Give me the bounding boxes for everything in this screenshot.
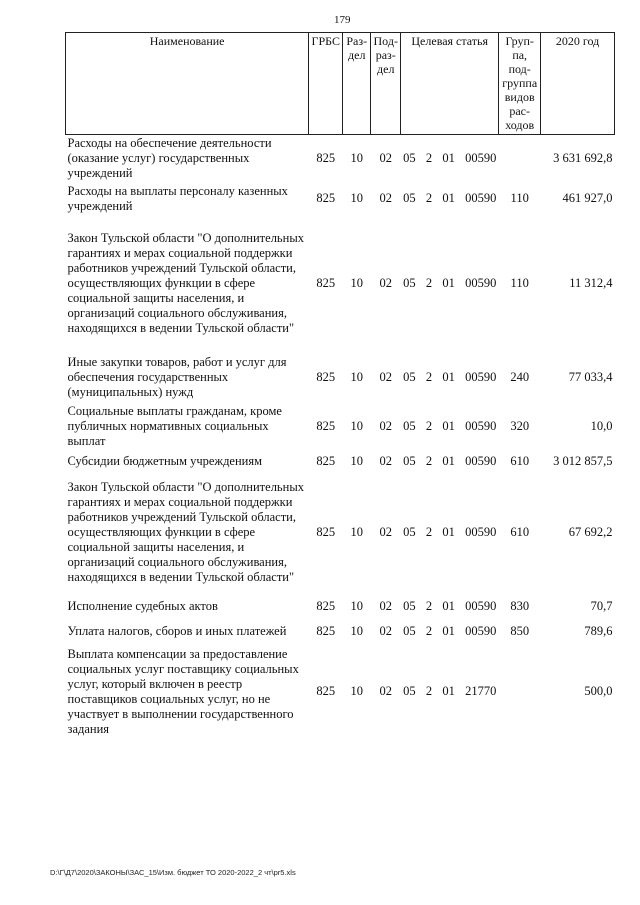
cell-podrazdel: 02 (379, 454, 392, 468)
cell-vr: 610 (510, 525, 530, 539)
cell-grbs: 825 (316, 684, 336, 698)
cell-grbs: 825 (316, 191, 336, 205)
cell-name: Выплата компенсации за предоставление социальных услуг поставщику социальных услуг, который включен в реестр поставщиков социальных услуг, но не участвует в выполнении государственного задания (67, 646, 299, 736)
cell-podrazdel: 02 (379, 370, 392, 384)
cell-name: Закон Тульской области "О дополнительных гарантиях и мерах социальной поддержки работников учреждений Тульской области, осуществляющих функции в сфере социальной защиты населения, и организаций социального обслуживания, находящихся в ведении Тульской области" (67, 480, 304, 584)
cell-podrazdel: 02 (379, 151, 392, 166)
cell-grbs: 825 (316, 624, 336, 638)
cell-vr (499, 643, 541, 741)
table-row (66, 621, 615, 643)
cell-amount: 77 033,4 (568, 370, 613, 384)
header-target: Целевая статья (401, 33, 499, 135)
file-path-footer: D:\Г\Д7\2020\ЗАКОНЫ\ЗАС_15\Изм. бюджет ТО 2020-2022_2 чт\pr5.xls (50, 868, 296, 877)
cell-grbs: 825 (316, 454, 336, 468)
cell-razdel: 10 (350, 454, 363, 468)
cell-name: Расходы на обеспечение деятельности (оказание услуг) государственных учреждений (67, 136, 272, 181)
cell-vr: 320 (510, 419, 530, 433)
table-row (66, 135, 615, 183)
cell-name: Уплата налогов, сборов и иных платежей (67, 624, 287, 638)
cell-razdel: 10 (350, 599, 363, 613)
cell-name: Исполнение судебных актов (67, 599, 218, 613)
header-name: Наименование (66, 33, 309, 135)
cell-razdel: 10 (350, 151, 363, 166)
cell-vr: 830 (510, 599, 530, 613)
cell-vr: 110 (510, 276, 529, 290)
table-row (66, 473, 615, 593)
cell-target: 05 2 01 00590 (403, 191, 497, 205)
header-podrazdel: Под-раз-дел (371, 33, 401, 135)
cell-amount: 3 631 692,8 (553, 151, 613, 166)
cell-grbs: 825 (316, 276, 336, 290)
table-header-row (66, 33, 615, 135)
table-row (66, 593, 615, 621)
table-row (66, 183, 615, 215)
cell-amount: 789,6 (584, 624, 613, 638)
cell-grbs: 825 (316, 525, 336, 539)
cell-razdel: 10 (350, 684, 363, 698)
cell-podrazdel: 02 (379, 525, 392, 539)
cell-name: Расходы на выплаты персоналу казенных учреждений (67, 183, 288, 213)
cell-vr: 610 (510, 454, 530, 468)
cell-podrazdel: 02 (379, 276, 392, 290)
header-razdel: Раз-дел (343, 33, 371, 135)
cell-grbs: 825 (316, 599, 336, 613)
cell-name: Закон Тульской области "О дополнительных гарантиях и мерах социальной поддержки работников учреждений Тульской области, осуществляющих функции в сфере социальной защиты населения, и организаций социального обслуживания, находящихся в ведении Тульской области" (67, 231, 304, 335)
cell-amount: 461 927,0 (562, 191, 613, 205)
cell-target: 05 2 01 00590 (403, 151, 497, 166)
cell-podrazdel: 02 (379, 191, 392, 205)
table-row (66, 403, 615, 451)
cell-name: Иные закупки товаров, работ и услуг для обеспечения государственных (муниципальных) нужд (67, 355, 287, 399)
header-vr: Груп-па, под-группа видов рас-ходов (499, 33, 541, 135)
cell-podrazdel: 02 (379, 419, 392, 433)
cell-target: 05 2 01 00590 (403, 624, 497, 638)
cell-razdel: 10 (350, 624, 363, 638)
cell-razdel: 10 (350, 370, 363, 384)
cell-target: 05 2 01 00590 (403, 454, 497, 468)
cell-target: 05 2 01 00590 (403, 370, 497, 384)
cell-grbs: 825 (316, 370, 336, 384)
cell-target: 05 2 01 00590 (403, 276, 497, 290)
cell-target: 05 2 01 00590 (403, 525, 497, 539)
cell-target: 05 2 01 00590 (403, 419, 497, 433)
table-row (66, 353, 615, 403)
cell-razdel: 10 (350, 191, 363, 205)
cell-grbs: 825 (316, 151, 336, 166)
cell-grbs: 825 (316, 419, 336, 433)
cell-razdel: 10 (350, 276, 363, 290)
cell-podrazdel: 02 (379, 684, 392, 698)
cell-amount: 67 692,2 (568, 525, 613, 539)
header-amount: 2020 год (541, 33, 615, 135)
cell-amount: 70,7 (590, 599, 613, 613)
table-row (66, 451, 615, 473)
cell-amount: 3 012 857,5 (553, 454, 613, 468)
cell-amount: 500,0 (584, 684, 613, 698)
cell-vr: 850 (510, 624, 530, 638)
budget-table (65, 32, 615, 741)
table-row (66, 643, 615, 741)
cell-target: 05 2 01 21770 (403, 684, 497, 698)
page-number: 179 (334, 14, 351, 26)
cell-vr: 110 (510, 191, 529, 205)
cell-vr: 240 (510, 370, 530, 384)
cell-razdel: 10 (350, 525, 363, 539)
cell-target: 05 2 01 00590 (403, 599, 497, 613)
cell-vr (499, 135, 541, 183)
header-grbs: ГРБС (309, 33, 343, 135)
cell-name: Субсидии бюджетным учреждениям (67, 454, 263, 468)
cell-amount: 10,0 (590, 419, 613, 433)
cell-name: Социальные выплаты гражданам, кроме публичных нормативных социальных выплат (67, 404, 282, 448)
cell-podrazdel: 02 (379, 599, 392, 613)
cell-razdel: 10 (350, 419, 363, 433)
cell-amount: 11 312,4 (569, 276, 613, 290)
table-row (66, 215, 615, 353)
cell-podrazdel: 02 (379, 624, 392, 638)
